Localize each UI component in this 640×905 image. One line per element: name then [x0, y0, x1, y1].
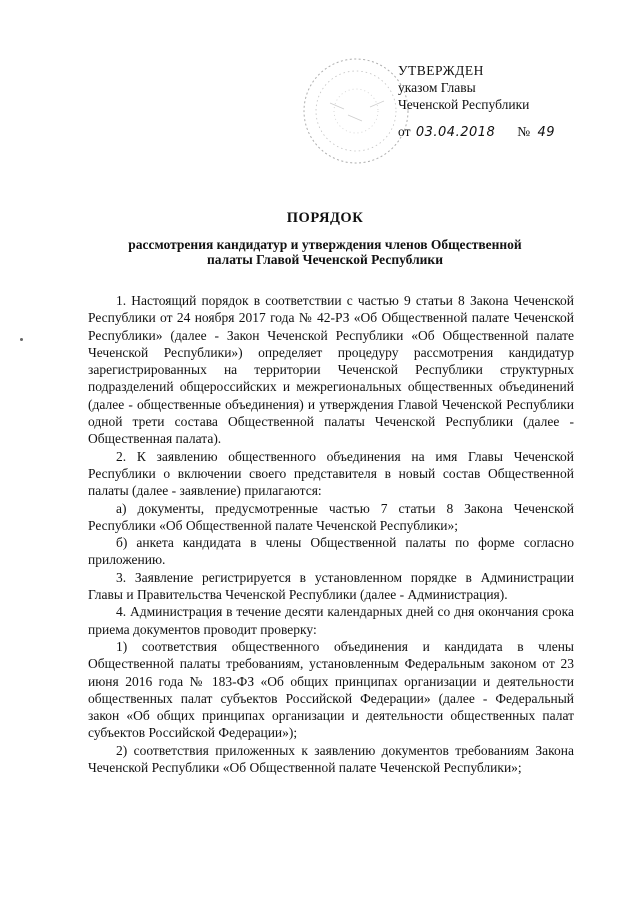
number-label: №: [517, 124, 531, 139]
paragraph-2b: б) анкета кандидата в члены Общественной палаты по форме согласно приложению.: [88, 535, 574, 568]
document-heading: [60, 210, 590, 267]
margin-dot: [20, 338, 23, 341]
date-prefix: от: [398, 124, 411, 139]
paragraph-4: 4. Администрация в течение десяти календарных дней со дня окончания срока приема документов проводит проверку:: [88, 604, 574, 637]
approval-title: УТВЕРЖДЕН: [398, 63, 484, 78]
paragraph-1: 1. Настоящий порядок в соответствии с частью 9 статьи 8 Закона Чеченской Республики от 24 ноября 2017 года № 42-РЗ «Об Общественной палате Чеченской Республики» (далее - Закон Чеченской Республики «Об Общественной палате Чеченской Республики») определяет процедуру рассмотрения кандидатур зарегистрированных на территории Чеченской Республики структурных подразделений общероссийских и межрегиональных общественных объединений (далее - общественные объединения) и утверждения Главой Чеченской Республики одной трети состава Общественной палаты Чеченской Республики (далее - Общественная палата).: [88, 293, 574, 447]
official-stamp-seal: [300, 55, 412, 167]
paragraph-2: 2. К заявлению общественного объединения на имя Главы Чеченской Республики о включении своего представителя в новый состав Общественной палаты (далее - заявление) прилагаются:: [88, 448, 574, 499]
approval-line-2: Чеченской Республики: [398, 97, 530, 112]
approval-block: [398, 62, 598, 141]
paragraph-2a: а) документы, предусмотренные частью 7 статьи 8 Закона Чеченской Республики «Об Общественной палате Чеченской Республики»;: [88, 500, 574, 533]
approval-date-line: [398, 123, 598, 141]
document-title: ПОРЯДОК: [286, 210, 364, 226]
paragraph-3: 3. Заявление регистрируется в установленном порядке в Администрации Главы и Правительства Чеченской Республики (далее - Администрация).: [88, 569, 574, 603]
approval-line-1: указом Главы: [398, 80, 476, 95]
approval-date: 03.04.2018: [415, 125, 496, 140]
approval-number: 49: [537, 125, 556, 140]
document-subtitle: рассмотрения кандидатур и утверждения членов Общественной палаты Главой Чеченской Республики: [128, 237, 522, 267]
paragraph-4-1: 1) соответствия общественного объединения и кандидата в члены Общественной палаты требованиям, установленным Федеральным законом от 23 июня 2016 года № 183-ФЗ «Об общих принципах организации и деятельности общественных палат субъектов Российской Федерации» (далее - Федеральный закон «Об общих принципах организации и деятельности общественных палат субъектов Российской Федерации»);: [88, 638, 574, 741]
paragraph-4-2: 2) соответствия приложенных к заявлению документов требованиям Закона Чеченской Республики «Об Общественной палате Чеченской Республики»;: [88, 742, 574, 776]
document-body: [88, 292, 574, 776]
